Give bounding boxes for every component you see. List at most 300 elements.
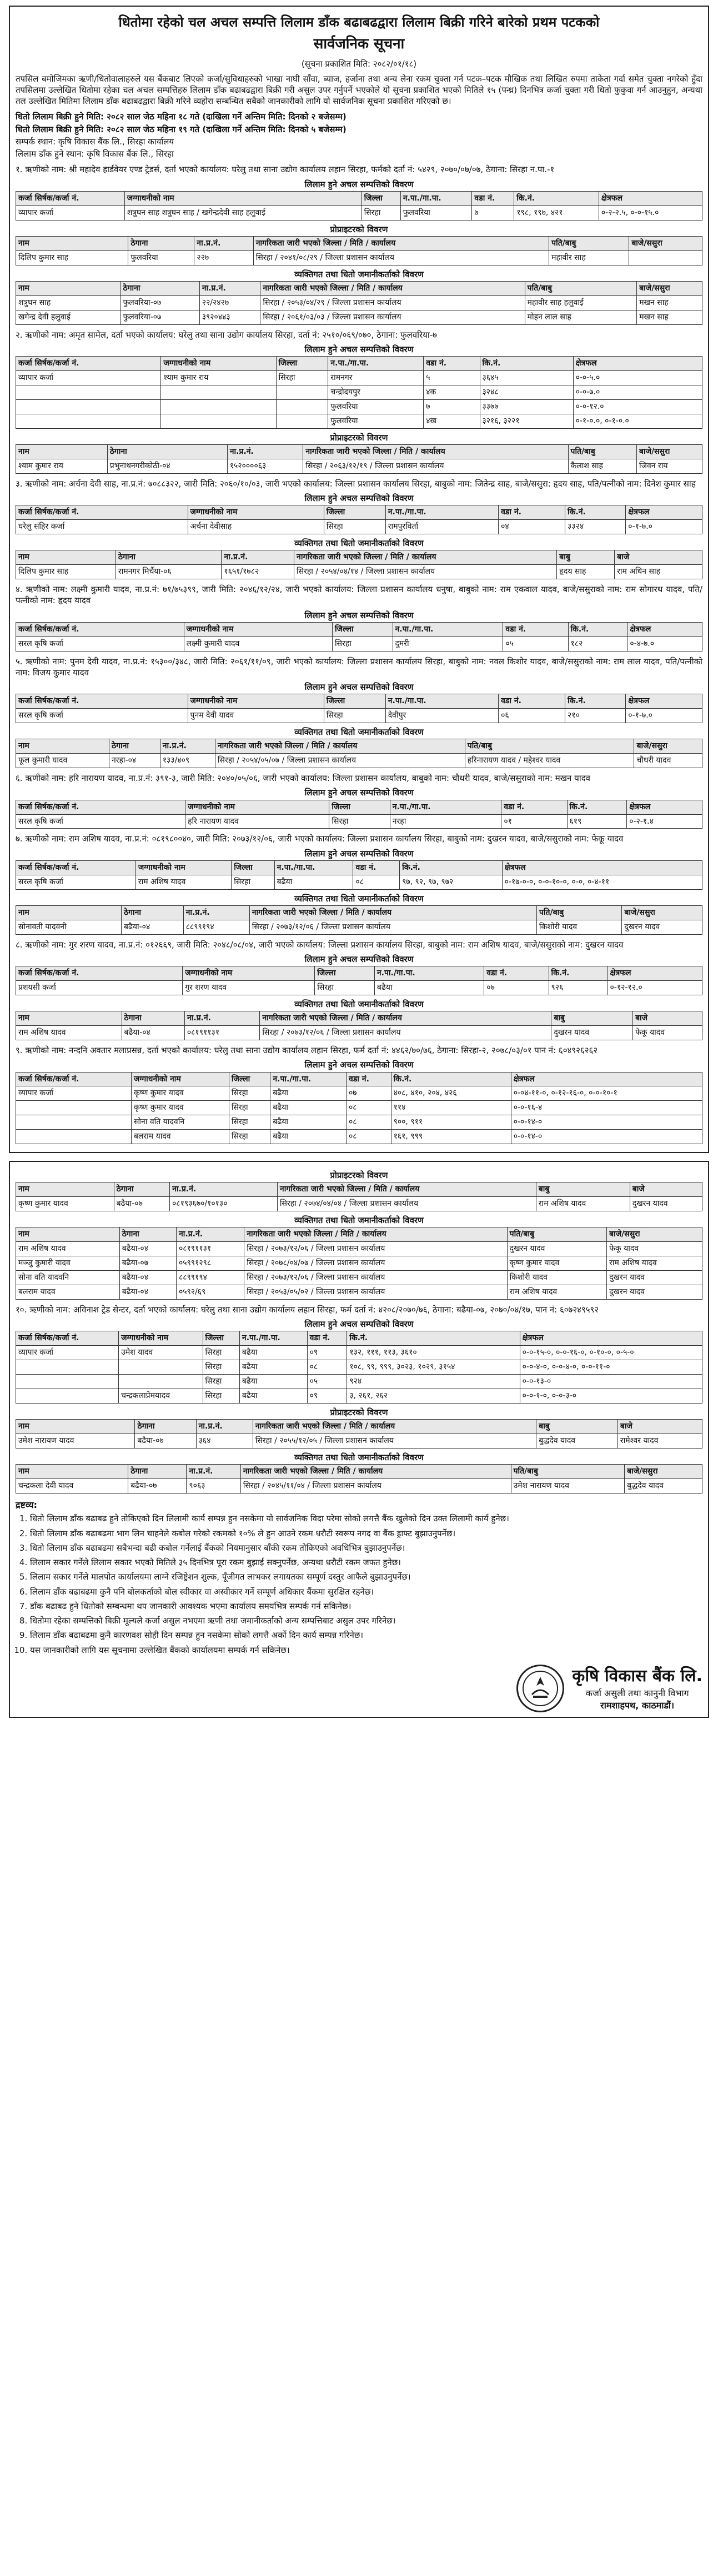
column-header: नागरिकता जारी भएको जिल्ला / मिति / कार्यालय	[260, 1011, 551, 1026]
table-row	[16, 1374, 702, 1389]
note-item: 3. धितो लिलाम डाँक बढाबढमा सबैभन्दा बढी कबोल गर्नेलाई बैंकको नियमानुसार बाँकी रकम तोकिएको अवधिभित्र बुझाउनुपर्नेछ।	[30, 1542, 702, 1553]
column-header: कि.नं.	[514, 191, 599, 206]
table-cell: ०५	[307, 1374, 347, 1389]
table-cell: कैलाश साह	[568, 459, 636, 473]
table-cell: बढैया-०७	[135, 1434, 196, 1448]
column-header: बाजे	[615, 550, 702, 565]
guar-section-title: व्यक्तिगत तथा धितो जमानीकर्ताको विवरण	[294, 269, 424, 279]
column-header: नाम	[16, 1182, 114, 1197]
case-head: २. ऋणीको नाम: अमृत सामेल, दर्ता भएको कार्यालय: घरेलु तथा साना उद्योग कार्यालय सिरहा, दर्ता नं: २५१०/०६९/०७०, ठेगाना: फुलवरिया-७	[16, 329, 437, 340]
column-header: जिल्ला	[315, 966, 375, 981]
table-cell: सिरहा / २०६३/१२/१९ / जिल्ला प्रशासन कार्यालय	[303, 459, 568, 473]
table-cell: सिरहा	[203, 1360, 239, 1374]
table-row	[16, 1360, 702, 1374]
table-row	[16, 1270, 702, 1285]
notes-title: द्रष्टव्य:	[16, 1499, 37, 1510]
case-head: ६. ऋणीको नाम: हरि नारायण यादव, ना.प्र.नं: ३९१-३, जारी मिति: २०४०/०५/०६, जारी भएको कार्यालय: जिल्ला प्रशासन कार्यालय, बाबुको नाम: चौधरी यादव, बाजे/ससुराको नाम: मखन यादव	[16, 773, 591, 784]
asset-section-title: लिलाम हुने अचल सम्पत्तिको विवरण	[304, 788, 414, 798]
column-header: बाजे/ससुरा	[607, 1227, 702, 1242]
table-cell: फुलवरिया-०७	[120, 295, 199, 310]
column-header: जिल्ला	[229, 1072, 270, 1086]
table-cell: सिरहा	[324, 709, 385, 723]
table-cell	[161, 399, 276, 414]
table-cell: रामनगर मिर्चैया-०६	[116, 565, 221, 579]
column-header: न.पा./गा.पा.	[385, 505, 498, 520]
table-cell: बढैया-०४	[119, 1242, 176, 1256]
table-cell: व्यापार कर्जा	[16, 1086, 132, 1101]
column-header: ठेगाना	[122, 1011, 184, 1026]
column-header: ठेगाना	[122, 905, 184, 920]
table-cell: लक्ष्मी कुमारी यादव	[184, 637, 332, 651]
table-row	[16, 981, 702, 995]
table-cell: ०४	[499, 520, 565, 534]
table-cell: ११४	[391, 1101, 511, 1115]
column-header: नाम	[16, 550, 116, 565]
table-header-row	[16, 444, 702, 459]
table-cell	[16, 1389, 119, 1403]
table-row	[16, 1285, 702, 1299]
guar-section-title: व्यक्तिगत तथा धितो जमानीकर्ताको विवरण	[294, 999, 424, 1009]
column-header: जिल्ला	[232, 860, 274, 875]
table-cell	[629, 250, 702, 265]
column-header: नाम	[16, 1464, 128, 1479]
table-cell: प्रभुनाथनगरीकोठी-०४	[107, 459, 227, 473]
column-header: ना.प्र.नं.	[184, 1011, 260, 1026]
table-header-row	[16, 1011, 702, 1026]
table-cell: फुलवरिया-०७	[120, 310, 199, 324]
column-header: क्षेत्रफल	[626, 694, 702, 709]
asset-table	[16, 622, 702, 651]
table-cell: ०-०-१२.०	[573, 399, 702, 414]
column-header: जग्गाधनीको नाम	[124, 191, 361, 206]
table-cell: सिरहा / २०७३/१२/०६ / जिल्ला प्रशासन कार्यालय	[244, 1270, 507, 1285]
column-header: कर्जा सिर्षक/कर्जा नं.	[16, 505, 188, 520]
table-cell: सिरहा / २०७४/०४/०४ / जिल्ला प्रशासन कार्यालय	[277, 1197, 536, 1211]
column-header: कि.नं.	[347, 1331, 520, 1346]
asset-table	[16, 860, 702, 890]
table-cell: २२७	[194, 250, 253, 265]
n2-owner-title: प्रोप्राइटरको विवरण	[330, 1170, 388, 1180]
note-item: 8. धितोमा रहेका सम्पत्तिको बिक्री मूल्यले कर्जा असुल नभएमा ऋणी तथा जमानीकर्ताको अन्य सम्पत्तिबाट असुल उपर गरिनेछ।	[30, 1615, 702, 1626]
table-cell: गुर शरण यादव	[183, 981, 315, 995]
n2-guar2-table	[16, 1464, 702, 1494]
table-cell: रामेश्वर यादव	[617, 1434, 702, 1448]
table-row	[16, 1256, 702, 1271]
table-cell: मोहन लाल साह	[525, 310, 637, 324]
column-header: बाजे	[630, 1182, 702, 1197]
table-cell: ०८१९११३१	[176, 1242, 244, 1256]
column-header: नागरिकता जारी भएको जिल्ला / मिति / कार्यालय	[303, 444, 568, 459]
table-header-row	[16, 1464, 702, 1479]
table-cell: सिरहा	[203, 1346, 239, 1360]
case-head: ७. ऋणीको नाम: राम अशिष यादव, ना.प्र.नं: ०८१९८००४०, जारी मिति: २०७३/१२/०६, जारी भएको कार्यालय: जिल्ला प्रशासन कार्यालय सिरहा, बाबुको नाम: दुखरन यादव, बाजे/ससुराको नाम: फेकू यादव	[16, 834, 624, 844]
table-cell: १५२००००६३	[227, 459, 303, 473]
asset-table	[16, 505, 702, 534]
column-header: न.पा./गा.पा.	[400, 191, 472, 206]
column-header: जग्गाधनीको नाम	[135, 860, 231, 875]
column-header: कि.नं.	[568, 622, 627, 637]
table-header-row	[16, 191, 702, 206]
n2-owner2-title: प्रोप्राइटरको विवरण	[330, 1407, 388, 1417]
column-header: ठेगाना	[119, 1227, 176, 1242]
table-cell: ९२६	[549, 981, 607, 995]
table-cell: ५	[424, 371, 480, 385]
table-cell: ०-०-१४-०	[511, 1130, 702, 1144]
n2-owner2-table	[16, 1419, 702, 1449]
guar-table	[16, 1011, 702, 1040]
table-cell: ०८	[347, 1115, 391, 1130]
column-header: पति/बाबु	[568, 444, 636, 459]
table-cell: कृष्ण कुमार यादव	[131, 1086, 229, 1101]
table-cell: राम अशिष यादव	[16, 1026, 122, 1040]
table-cell: पुनम देवी यादव	[188, 709, 324, 723]
table-cell: शत्रुघन साह शत्रुघन साह / खगेन्द्रदेवी साह हलुवाई	[124, 206, 361, 220]
column-header: पति/बाबु	[465, 739, 634, 754]
note-item: 5. लिलाम सकार गर्नेले मालपोत कार्यालयमा लाग्ने रजिष्ट्रेशन शुल्क, पूँजीगत लाभकर लगायतका सम्पूर्ण दस्तुर आफैले बुझाउनुपर्नेछ।	[30, 1571, 702, 1582]
guar-table	[16, 739, 702, 768]
table-cell: दिलिप कुमार साह	[16, 250, 128, 265]
table-cell: दुखरन यादव	[507, 1242, 606, 1256]
column-header: जिल्ला	[329, 800, 390, 814]
column-header: बाजे/ससुरा	[634, 739, 702, 754]
table-cell: फेकू यादव	[633, 1026, 702, 1040]
table-cell: दुमरी	[393, 637, 503, 651]
table-cell: श्याम कुमार राय	[16, 459, 108, 473]
table-cell: रामनगर	[328, 371, 424, 385]
asset-section-title: लिलाम हुने अचल सम्पत्तिको विवरण	[304, 344, 414, 354]
column-header: जग्गाधनीको नाम	[188, 694, 324, 709]
table-row	[16, 1242, 702, 1256]
publication-date: (सूचना प्रकाशित मिति: २०८२/०१/१८)	[301, 59, 417, 69]
table-cell: दुखरन यादव	[622, 920, 702, 934]
column-header: वडा नं.	[347, 1072, 391, 1086]
table-cell: सिरहा / २०५३/०५/०२ / जिल्ला प्रशासन कार्यालय	[244, 1285, 507, 1299]
table-cell: फूल कुमारी यादव	[16, 754, 109, 768]
column-header: जिल्ला	[324, 505, 385, 520]
table-cell: सिरहा	[229, 1086, 270, 1101]
column-header: पति/बाबु	[525, 282, 637, 296]
table-cell: उमेश यादव	[119, 1346, 203, 1360]
table-cell: अर्चना देवीसाह	[188, 520, 324, 534]
note-item: 10. यस जानकारीको लागि यस सूचनामा उल्लेखित बैंकको कार्यालयमा सम्पर्क गर्न सकिनेछ।	[30, 1645, 702, 1656]
table-cell: मखन साह	[637, 295, 702, 310]
table-cell: बढैया	[239, 1374, 307, 1389]
table-cell: ०९	[307, 1389, 347, 1403]
column-header: जग्गाधनीको नाम	[131, 1072, 229, 1086]
column-header: वडा नं.	[307, 1331, 347, 1346]
table-header-row	[16, 860, 702, 875]
column-header: जिल्ला	[276, 357, 328, 371]
table-row	[16, 250, 702, 265]
table-cell: १६५१/१७८२	[222, 565, 294, 579]
column-header: ना.प्र.नं.	[196, 1419, 253, 1434]
bank-logo-icon	[516, 1665, 564, 1712]
table-cell: ०८१९११३१	[184, 1026, 260, 1040]
column-header: नाम	[16, 905, 122, 920]
table-row	[16, 1389, 702, 1403]
table-cell: शत्रुघन साह	[16, 295, 120, 310]
table-header-row	[16, 694, 702, 709]
table-cell: नरहा-०४	[109, 754, 160, 768]
column-header: कि.नं.	[549, 966, 607, 981]
table-cell: सिरहा	[333, 637, 393, 651]
table-cell: सिरहा	[232, 875, 274, 889]
table-cell: ३२१६, ३२२१	[480, 414, 573, 428]
table-cell: ०७	[347, 1086, 391, 1101]
column-header: बाजे/ससुरा	[637, 282, 702, 296]
note-item: 4. लिलाम सकार गर्नेले लिलाम सकार भएको मितिले ३५ दिनभित्र पूरा रकम बुझाई सक्नुपर्नेछ, अन्यथा धरौटी रकम जफत हुनेछ।	[30, 1557, 702, 1568]
table-cell: ३९२०४४३	[199, 310, 260, 324]
table-cell: कृष्ण कुमार यादव	[16, 1197, 114, 1211]
column-header: वडा नं.	[499, 505, 565, 520]
table-header-row	[16, 550, 702, 565]
column-header: नाम	[16, 1227, 120, 1242]
table-cell: ४ख	[424, 414, 480, 428]
notice-subtitle: सार्वजनिक सूचना	[313, 36, 405, 53]
bank-signature-block	[16, 1665, 702, 1712]
column-header: क्षेत्रफल	[520, 1331, 702, 1346]
column-header: क्षेत्रफल	[627, 800, 702, 814]
table-cell: चौधरी यादव	[634, 754, 702, 768]
table-cell: ३३७७	[480, 399, 573, 414]
table-cell: ८८९९१९४	[176, 1270, 244, 1285]
table-cell: किशोरी यादव	[536, 920, 621, 934]
table-cell: ०-१७-०-०, ०-०-१०-०, ०-०, ०-४-११	[502, 875, 702, 889]
column-header: बाजे/ससुरा	[622, 905, 702, 920]
table-header-row	[16, 282, 702, 296]
table-cell: फुलवरिया	[328, 414, 424, 428]
column-header: ना.प्र.नं.	[187, 1464, 240, 1479]
table-cell	[16, 399, 161, 414]
table-cell: व्यापार कर्जा	[16, 1346, 119, 1360]
guar-section-title: व्यक्तिगत तथा धितो जमानीकर्ताको विवरण	[294, 538, 424, 548]
table-cell	[276, 414, 328, 428]
table-cell: कृष्ण कुमार यादव	[131, 1101, 229, 1115]
table-row	[16, 754, 702, 768]
bank-text	[572, 1665, 702, 1712]
table-cell: सरल कृषि कर्जा	[16, 875, 136, 889]
table-row	[16, 295, 702, 310]
table-cell: ०५	[503, 637, 568, 651]
table-cell: सरल कृषि कर्जा	[16, 814, 185, 829]
bank-name: कृषि विकास बैंक लि.	[572, 1666, 702, 1686]
table-cell: १८२	[568, 637, 627, 651]
column-header: पति/बाबु	[511, 1464, 625, 1479]
table-cell: ०-२-२.५, ०-०-१५.०	[599, 206, 702, 220]
guar-section-title: व्यक्तिगत तथा धितो जमानीकर्ताको विवरण	[294, 727, 424, 738]
table-cell: बढैया-०७	[128, 1479, 187, 1493]
column-header: ठेगाना	[128, 1464, 187, 1479]
table-cell: ०६	[499, 709, 565, 723]
note-item: 6. लिलाम डाँक बढाबढमा कुनै पनि बोलकर्ताको बोल स्वीकार वा अस्वीकार गर्ने सम्पूर्ण अधिकार बैंकमा सुरक्षित रहनेछ।	[30, 1586, 702, 1597]
case-head: ३. ऋणीको नाम: अर्चना देवी साह, ना.प्र.नं: ७०८८३२२, जारी मिति: २०६०/१०/०३, जारी भएको कार्यालय: जिल्ला प्रशासन कार्यालय सिरहा, बाबुको नाम: जितेन्द्र साह, बाजे/ससुरा: हृदय साह, पति/पत्नीको नाम: दिनेश कुमार साह	[16, 478, 696, 489]
table-cell: व्यापार कर्जा	[16, 371, 161, 385]
table-cell: ०-१-७.०	[626, 520, 702, 534]
table-cell: सोनावती यादवनी	[16, 920, 122, 934]
asset-section-title: लिलाम हुने अचल सम्पत्तिको विवरण	[304, 1060, 414, 1070]
column-header: बाबु	[536, 1419, 618, 1434]
table-cell: उमेश नारायण यादव	[16, 1434, 135, 1448]
column-header: नाम	[16, 237, 128, 251]
table-cell: ८८९९१९४	[183, 920, 249, 934]
table-cell	[276, 385, 328, 400]
column-header: नागरिकता जारी भएको जिल्ला / मिति / कार्यालय	[277, 1182, 536, 1197]
column-header: न.पा./गा.पा.	[239, 1331, 307, 1346]
case-10-head: १०. ऋणीको नाम: अविनाश ट्रेड सेन्टर, दर्ता भएको कार्यालय: घरेलु तथा साना उद्योग कार्यालय लहान सिरहा, फर्म दर्ता नं: ४२०८/२०७०/७६, ठेगाना: बढैया-०७, २०७०/०४/१७, पान नं: ६०७२४९५९२	[16, 1304, 599, 1315]
table-cell: ०-१-७.०	[626, 709, 702, 723]
table-header-row	[16, 800, 702, 814]
column-header: कि.नं.	[565, 505, 626, 520]
table-cell: सोना वति यादवनि	[16, 1270, 120, 1285]
table-row	[16, 206, 702, 220]
table-cell: ०५९९१२९८	[176, 1256, 244, 1271]
intro-paragraph: तपसिल बमोजिमका ऋणी/धितोवालाहरुले यस बैंकबाट लिएको कर्जा/सुविधाहरुको भाखा नाघी साँवा, ब्याज, हर्जाना तथा अन्य लेना रकम चुक्ता गर्न पटक–पटक मौखिक तथा लिखित रुपमा ताकेता गर्दा समेत चुक्ता नगरेको हुँदा तपसिलमा उल्लेखित धितोमा रहेका चल अचल सम्पत्तिहरु लिलाम डाँक बढाबढद्वारा बिक्री गरी असुल उपर गर्नुपर्ने भएकोले यो सूचना प्रकाशित भएको मितिले १५ (पन्ध्र) दिनभित्र कर्जा चुक्ता गरी धितो फुकुवा गर्न आउनुहुन, अन्यथा तल उल्लेखित मितिमा लिलाम डाँक बढाबढद्वारा बिक्री गरिने व्यहोरा सम्बन्धित सबैको जानकारीको लागि यो सार्वजनिक सूचना प्रकाशित गरिएको छ।	[16, 73, 702, 107]
column-header: क्षेत्रफल	[607, 966, 702, 981]
table-cell: ०८१९३६७०/१०१३०	[170, 1197, 278, 1211]
table-cell: दुखरन यादव	[551, 1026, 633, 1040]
column-header: न.पा./गा.पा.	[328, 357, 424, 371]
column-header: जिल्ला	[203, 1331, 239, 1346]
table-cell: ०-०-१६-४	[511, 1101, 702, 1115]
table-cell: कृष्ण कुमार यादव	[507, 1256, 606, 1271]
notes-list	[16, 1513, 702, 1656]
auction-dates	[16, 111, 702, 159]
table-cell: ९२४	[347, 1374, 520, 1389]
table-row	[16, 1115, 702, 1130]
table-cell: ०-०-७.०	[573, 385, 702, 400]
table-row	[16, 1434, 702, 1448]
table-cell: फुलवरिया	[328, 399, 424, 414]
case-head: ९. ऋणीको नाम: नन्दनि अवतार मलाप्रसन्न, दर्ता भएको कार्यालय: घरेलु तथा साना उद्योग कार्यालय लहान सिरहा, फर्म दर्ता नं: ४४६२/७०/७६, ठेगाना: सिरहा-२, २०७८/०३/०१ पान नं: ६०४९२६२६२	[16, 1045, 598, 1056]
column-header: ना.प्र.नं.	[183, 905, 249, 920]
notice-part-2	[9, 1161, 709, 1718]
table-cell: रामपुरविर्ता	[385, 520, 498, 534]
table-cell: ९००, ९११	[391, 1115, 511, 1130]
table-cell: १६१, ९९९	[391, 1130, 511, 1144]
column-header: कर्जा सिर्षक/कर्जा नं.	[16, 860, 136, 875]
column-header: जग्गाधनीको नाम	[188, 505, 324, 520]
table-cell	[16, 1130, 132, 1144]
table-cell: फेकू यादव	[607, 1242, 702, 1256]
column-header: क्षेत्रफल	[627, 622, 702, 637]
case-head: ४. ऋणीको नाम: लक्ष्मी कुमारी यादव, ना.प्र.नं: ७१/७५३९९, जारी मिति: २०४६/१२/२४, जारी भएको कार्यालय: जिल्ला प्रशासन कार्यालय धनुषा, बाबुको नाम: राम एकवाल यादव, बाजे/ससुराको नाम: राम सोगारथ यादव, पति/पत्नीको नाम: हृदय यादव	[16, 584, 702, 606]
table-cell: सिरहा / २०४५/११/०४ / जिल्ला प्रशासन कार्यालय	[240, 1479, 511, 1493]
asset-table	[16, 694, 702, 723]
column-header: कि.नं.	[480, 357, 573, 371]
table-header-row	[16, 357, 702, 371]
column-header: कर्जा सिर्षक/कर्जा नं.	[16, 357, 161, 371]
table-cell: १३३/४०९	[160, 754, 215, 768]
table-cell	[16, 414, 161, 428]
column-header: कि.नं.	[567, 800, 627, 814]
asset-section-title: लिलाम हुने अचल सम्पत्तिको विवरण	[304, 682, 414, 693]
table-cell: ०-०-४-०, ०-०-४-०, ०-०-११-०	[520, 1360, 702, 1374]
table-cell	[161, 414, 276, 428]
table-cell: बढैया-०४	[122, 1026, 184, 1040]
table-cell: ४०८, ४१०, २०४, ४२६	[391, 1086, 511, 1101]
case-head: ५. ऋणीको नाम: पुनम देवी यादव, ना.प्र.नं: १५३००/३४८, जारी मिति: २०६१/११/०९, जारी भएको कार्यालय: जिल्ला प्रशासन कार्यालय सिरहा, बाबुको नाम: नवल किशोर यादव, बाजे/ससुराको नाम: राम लाल यादव, पति/पत्नीको नाम: विजय कुमार यादव	[16, 656, 702, 678]
table-cell: देवीपुर	[385, 709, 498, 723]
column-header: कि.नं.	[565, 694, 626, 709]
table-cell: ७	[424, 399, 480, 414]
table-cell: बढैया	[270, 1130, 347, 1144]
column-header: कर्जा सिर्षक/कर्जा नं.	[16, 694, 188, 709]
table-cell: दिलिप कुमार साह	[16, 565, 116, 579]
column-header: नागरिकता जारी भएको जिल्ला / मिति / कार्यालय	[294, 550, 557, 565]
column-header: नागरिकता जारी भएको जिल्ला / मिति / कार्यालय	[253, 237, 549, 251]
table-cell: महावीर साह	[549, 250, 629, 265]
column-header: ना.प्र.नं.	[160, 739, 215, 754]
n2-guar-title: व्यक्तिगत तथा धितो जमानीकर्ताको विवरण	[294, 1215, 424, 1225]
table-cell: राम अशिष यादव	[507, 1285, 606, 1299]
n2-assets-table	[16, 1331, 702, 1403]
table-row	[16, 371, 702, 385]
table-row	[16, 920, 702, 934]
table-cell: सिरहा	[324, 520, 385, 534]
column-header: ठेगाना	[109, 739, 160, 754]
column-header: नाम	[16, 444, 108, 459]
note-item: 2. धितो लिलाम डाँक बढाबढमा भाग लिन चाहनेले कबोल गरेको रकमको १०% ले हुन आउने रकम धरौटी स्वरूप नगद वा बैंक ड्राफ्ट बुझाउनुपर्नेछ।	[30, 1528, 702, 1539]
column-header: नागरिकता जारी भएको जिल्ला / मिति / कार्यालय	[260, 282, 525, 296]
table-cell: महावीर साह हलुवाई	[525, 295, 637, 310]
guar-table	[16, 550, 702, 579]
column-header: वडा नं.	[499, 694, 565, 709]
table-cell: चन्द्रकला देवी यादव	[16, 1479, 128, 1493]
table-cell: राम अशिष यादव	[607, 1256, 702, 1271]
table-cell: बढैया	[239, 1346, 307, 1360]
table-cell: मञ्जु कुमारी यादव	[16, 1256, 120, 1271]
table-header-row	[16, 1419, 702, 1434]
table-cell: ०-०-१-०, ०-०-३-०	[520, 1389, 702, 1403]
cases-list	[16, 164, 702, 1144]
table-cell	[16, 1101, 132, 1115]
table-cell: बढैया-०७	[114, 1197, 170, 1211]
column-header: जग्गाधनीको नाम	[184, 622, 332, 637]
table-cell: श्याम कुमार राय	[161, 371, 276, 385]
table-cell: बढैया	[239, 1389, 307, 1403]
table-header-row	[16, 622, 702, 637]
table-cell: नरहा	[390, 814, 501, 829]
table-cell: सिरहा	[203, 1374, 239, 1389]
table-cell: सिरहा	[229, 1115, 270, 1130]
owner-section-title: प्रोप्राइटरको विवरण	[330, 432, 388, 443]
table-cell: बढैया	[270, 1101, 347, 1115]
table-cell: सिरहा / २०४१/०८/२९ / जिल्ला प्रशासन कार्यालय	[253, 250, 549, 265]
table-cell: प्रशयसी कर्जा	[16, 981, 183, 995]
table-header-row	[16, 1331, 702, 1346]
table-cell: सिरहा	[315, 981, 375, 995]
table-cell: ०५९२/६९	[176, 1285, 244, 1299]
table-row	[16, 1101, 702, 1115]
asset-table	[16, 966, 702, 995]
column-header: ठेगाना	[120, 282, 199, 296]
table-cell: सिरहा / २०७३/१२/०६ / जिल्ला प्रशासन कार्यालय	[260, 1026, 551, 1040]
notice-title: धितोमा रहेको चल अचल सम्पत्ति लिलाम डाँक बढाबढद्वारा लिलाम बिक्री गरिने बारेको प्रथम पटकको	[118, 14, 600, 30]
auction-date-1: धितो लिलाम बिक्री हुने मिति: २०८२ साल जेठ महिना १८ गते (दाखिला गर्ने अन्तिम मिति: दिनको २ बजेसम्म)	[16, 112, 347, 122]
column-header: वडा नं.	[503, 622, 568, 637]
column-header: ठेगाना	[114, 1182, 170, 1197]
column-header: क्षेत्रफल	[511, 1072, 702, 1086]
guar-section-title: व्यक्तिगत तथा धितो जमानीकर्ताको विवरण	[294, 893, 424, 904]
column-header: ठेगाना	[128, 237, 194, 251]
column-header: बाजे/ससुरा	[629, 237, 702, 251]
table-cell: ०७	[484, 981, 549, 995]
table-cell: दुखरन यादव	[607, 1270, 702, 1285]
table-cell: १०८, ९९, ९९९, ३०२३, १०२९, ३१५४	[347, 1360, 520, 1374]
column-header: कर्जा सिर्षक/कर्जा नं.	[16, 1331, 119, 1346]
table-row	[16, 520, 702, 534]
column-header: क्षेत्रफल	[599, 191, 702, 206]
